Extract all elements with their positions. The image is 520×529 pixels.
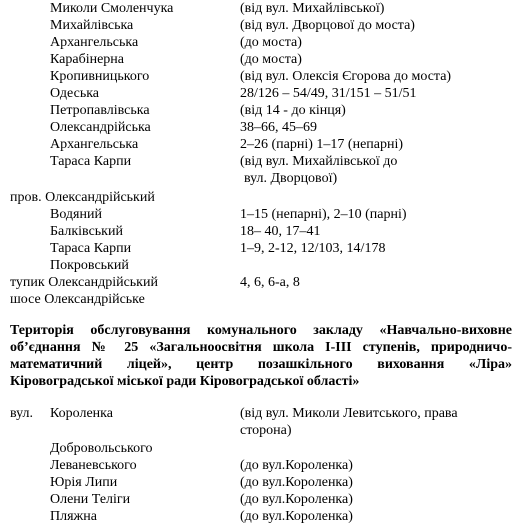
street-name: Одеська xyxy=(50,86,100,101)
street-name: Балківський xyxy=(50,224,123,239)
street-name: Карабінерна xyxy=(50,52,125,67)
heading-line: Територія обслуговування комунального закладу «Навчально-виховне xyxy=(10,323,512,338)
street-range: (до вул.Короленка) xyxy=(240,458,353,473)
heading-line: Кіровоградської міської ради Кіровоградської області» xyxy=(10,374,360,389)
street-range: 2–26 (парні) 1–17 (непарні) xyxy=(240,137,404,152)
street-name: Олени Теліги xyxy=(50,492,131,507)
street-name: Кропивницького xyxy=(50,69,150,84)
street-range: 1–9, 2-12, 12/103, 14/178 xyxy=(240,241,386,256)
street-range: (до вул.Короленка) xyxy=(240,509,353,524)
street-range: 4, 6, 6-а, 8 xyxy=(240,275,300,290)
street-range: (до моста) xyxy=(240,35,302,50)
street-range: (від вул. Олексія Єгорова до моста) xyxy=(240,69,452,84)
lane-group-label: пров. Олександрійський xyxy=(10,190,155,205)
street-range: (до моста) xyxy=(240,52,302,67)
street-range: 1–15 (непарні), 2–10 (парні) xyxy=(240,207,407,222)
street-name: Миколи Смоленчука xyxy=(50,1,174,16)
street-range: (від вул. Михайлівської до xyxy=(240,154,398,169)
street-range: (від вул. Михайлівської) xyxy=(240,1,385,16)
street-name: Добровольського xyxy=(50,441,153,456)
street-name: Короленка xyxy=(50,406,113,421)
street-range: (від вул. Миколи Левитського, права xyxy=(240,406,458,421)
street-name: Пляжна xyxy=(50,509,97,524)
street-name: Тараса Карпи xyxy=(50,241,132,256)
street-name: Михайлівська xyxy=(50,18,134,33)
street-range: 28/126 – 54/49, 31/151 – 51/51 xyxy=(240,86,417,101)
street-name: шосе Олександрійське xyxy=(10,292,145,307)
street-range: (до вул.Короленка) xyxy=(240,492,353,507)
street-range: 18– 40, 17–41 xyxy=(240,224,321,239)
street-range-continuation: сторона) xyxy=(240,423,292,438)
street-name: Леваневського xyxy=(50,458,137,473)
street-name: Олександрійська xyxy=(50,120,151,135)
street-name: Архангельська xyxy=(50,35,139,50)
street-name: Архангельська xyxy=(50,137,139,152)
street-name: тупик Олександрійський xyxy=(10,275,158,290)
heading-line: об’єднання № 25 «Загальноосвітня школа І-ІІІ ступенів, природничо- xyxy=(10,340,512,355)
street-name: Тараса Карпи xyxy=(50,154,132,169)
street-name: Петропавлівська xyxy=(50,103,150,118)
street-range: (від вул. Дворцової до моста) xyxy=(240,18,415,33)
street-range-continuation: вул. Дворцової) xyxy=(244,171,338,186)
street-name: Покровський xyxy=(50,258,129,273)
street-range: (до вул.Короленка) xyxy=(240,475,353,490)
street-name: Водяний xyxy=(50,207,102,222)
heading-line: математичний ліцей», центр позашкільного виховання «Ліра» xyxy=(10,357,512,372)
street-type-label: вул. xyxy=(10,406,34,421)
section-heading xyxy=(10,322,512,390)
street-name: Юрія Липи xyxy=(50,475,118,490)
street-range: (від 14 - до кінця) xyxy=(240,103,346,118)
street-range: 38–66, 45–69 xyxy=(240,120,317,135)
